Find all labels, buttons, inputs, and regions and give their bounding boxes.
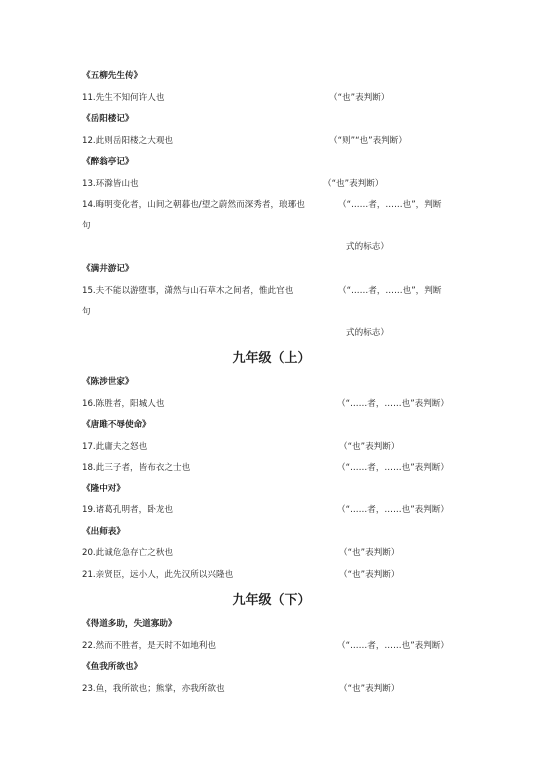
note-21: （“也”表判断） xyxy=(339,570,400,580)
section-title: 《五柳先生传》 xyxy=(82,71,143,81)
section-title: 《得道多助，失道寡助》 xyxy=(82,619,177,629)
sentence-12: 12.此则岳阳楼之大观也 xyxy=(82,136,174,146)
note-16: （“……者，……也”表判断） xyxy=(337,399,450,409)
section-title: 《唐雎不辱使命》 xyxy=(82,420,151,430)
note-13: （“也”表判断） xyxy=(323,179,384,189)
section-title: 《鱼我所欲也》 xyxy=(82,662,143,672)
sentence-23: 23.鱼，我所欲也；熊掌，亦我所欲也 xyxy=(82,684,225,694)
sentence-21: 21.亲贤臣，远小人，此先汉所以兴隆也 xyxy=(82,570,234,580)
note-17: （“也”表判断） xyxy=(339,442,400,452)
sentence-14: 14.晦明变化者，山间之朝暮也/望之蔚然而深秀者，琅琊也 xyxy=(82,200,305,210)
sentence-11: 11.先生不知何许人也 xyxy=(82,93,165,103)
note-18: （“……者，……也”表判断） xyxy=(337,463,450,473)
sentence-15: 15.夫不能以游堕事，潇然与山石草木之间者，惟此官也 xyxy=(82,286,294,296)
note-23: （“也”表判断） xyxy=(339,684,400,694)
note-14-cont: 式的标志） xyxy=(346,242,389,252)
section-title: 《岳阳楼记》 xyxy=(82,114,134,124)
sentence-17: 17.此庸夫之怒也 xyxy=(82,442,148,452)
note-14: （“……者，……也”，判断 xyxy=(338,200,442,210)
note-11: （“也”表判断） xyxy=(329,93,390,103)
sentence-20: 20.此诚危急存亡之秋也 xyxy=(82,548,174,558)
grade-heading: 九年级（上） xyxy=(232,351,311,366)
sentence-22: 22.然而不胜者，是天时不如地利也 xyxy=(82,641,216,651)
section-title: 《隆中对》 xyxy=(82,484,125,494)
note-19: （“……者，……也”表判断） xyxy=(337,505,450,515)
section-title: 《满井游记》 xyxy=(82,264,134,274)
grade-heading: 九年级（下） xyxy=(232,593,311,608)
note-12: （“则”“也”表判断） xyxy=(329,136,407,146)
sentence-15-wrap: 句 xyxy=(82,307,91,317)
note-22: （“……者，……也”表判断） xyxy=(337,641,450,651)
sentence-14-wrap: 句 xyxy=(82,221,91,231)
note-15-cont: 式的标志） xyxy=(346,328,389,338)
section-title: 《陈涉世家》 xyxy=(82,377,134,387)
note-15: （“……者，……也”，判断 xyxy=(338,286,442,296)
section-title: 《醉翁亭记》 xyxy=(82,157,134,167)
sentence-18: 18.此三子者，皆布衣之士也 xyxy=(82,463,191,473)
sentence-19: 19.诸葛孔明者，卧龙也 xyxy=(82,505,174,515)
note-20: （“也”表判断） xyxy=(339,548,400,558)
sentence-13: 13.环滁皆山也 xyxy=(82,179,139,189)
section-title: 《出师表》 xyxy=(82,527,125,537)
sentence-16: 16.陈胜者，阳城人也 xyxy=(82,399,165,409)
